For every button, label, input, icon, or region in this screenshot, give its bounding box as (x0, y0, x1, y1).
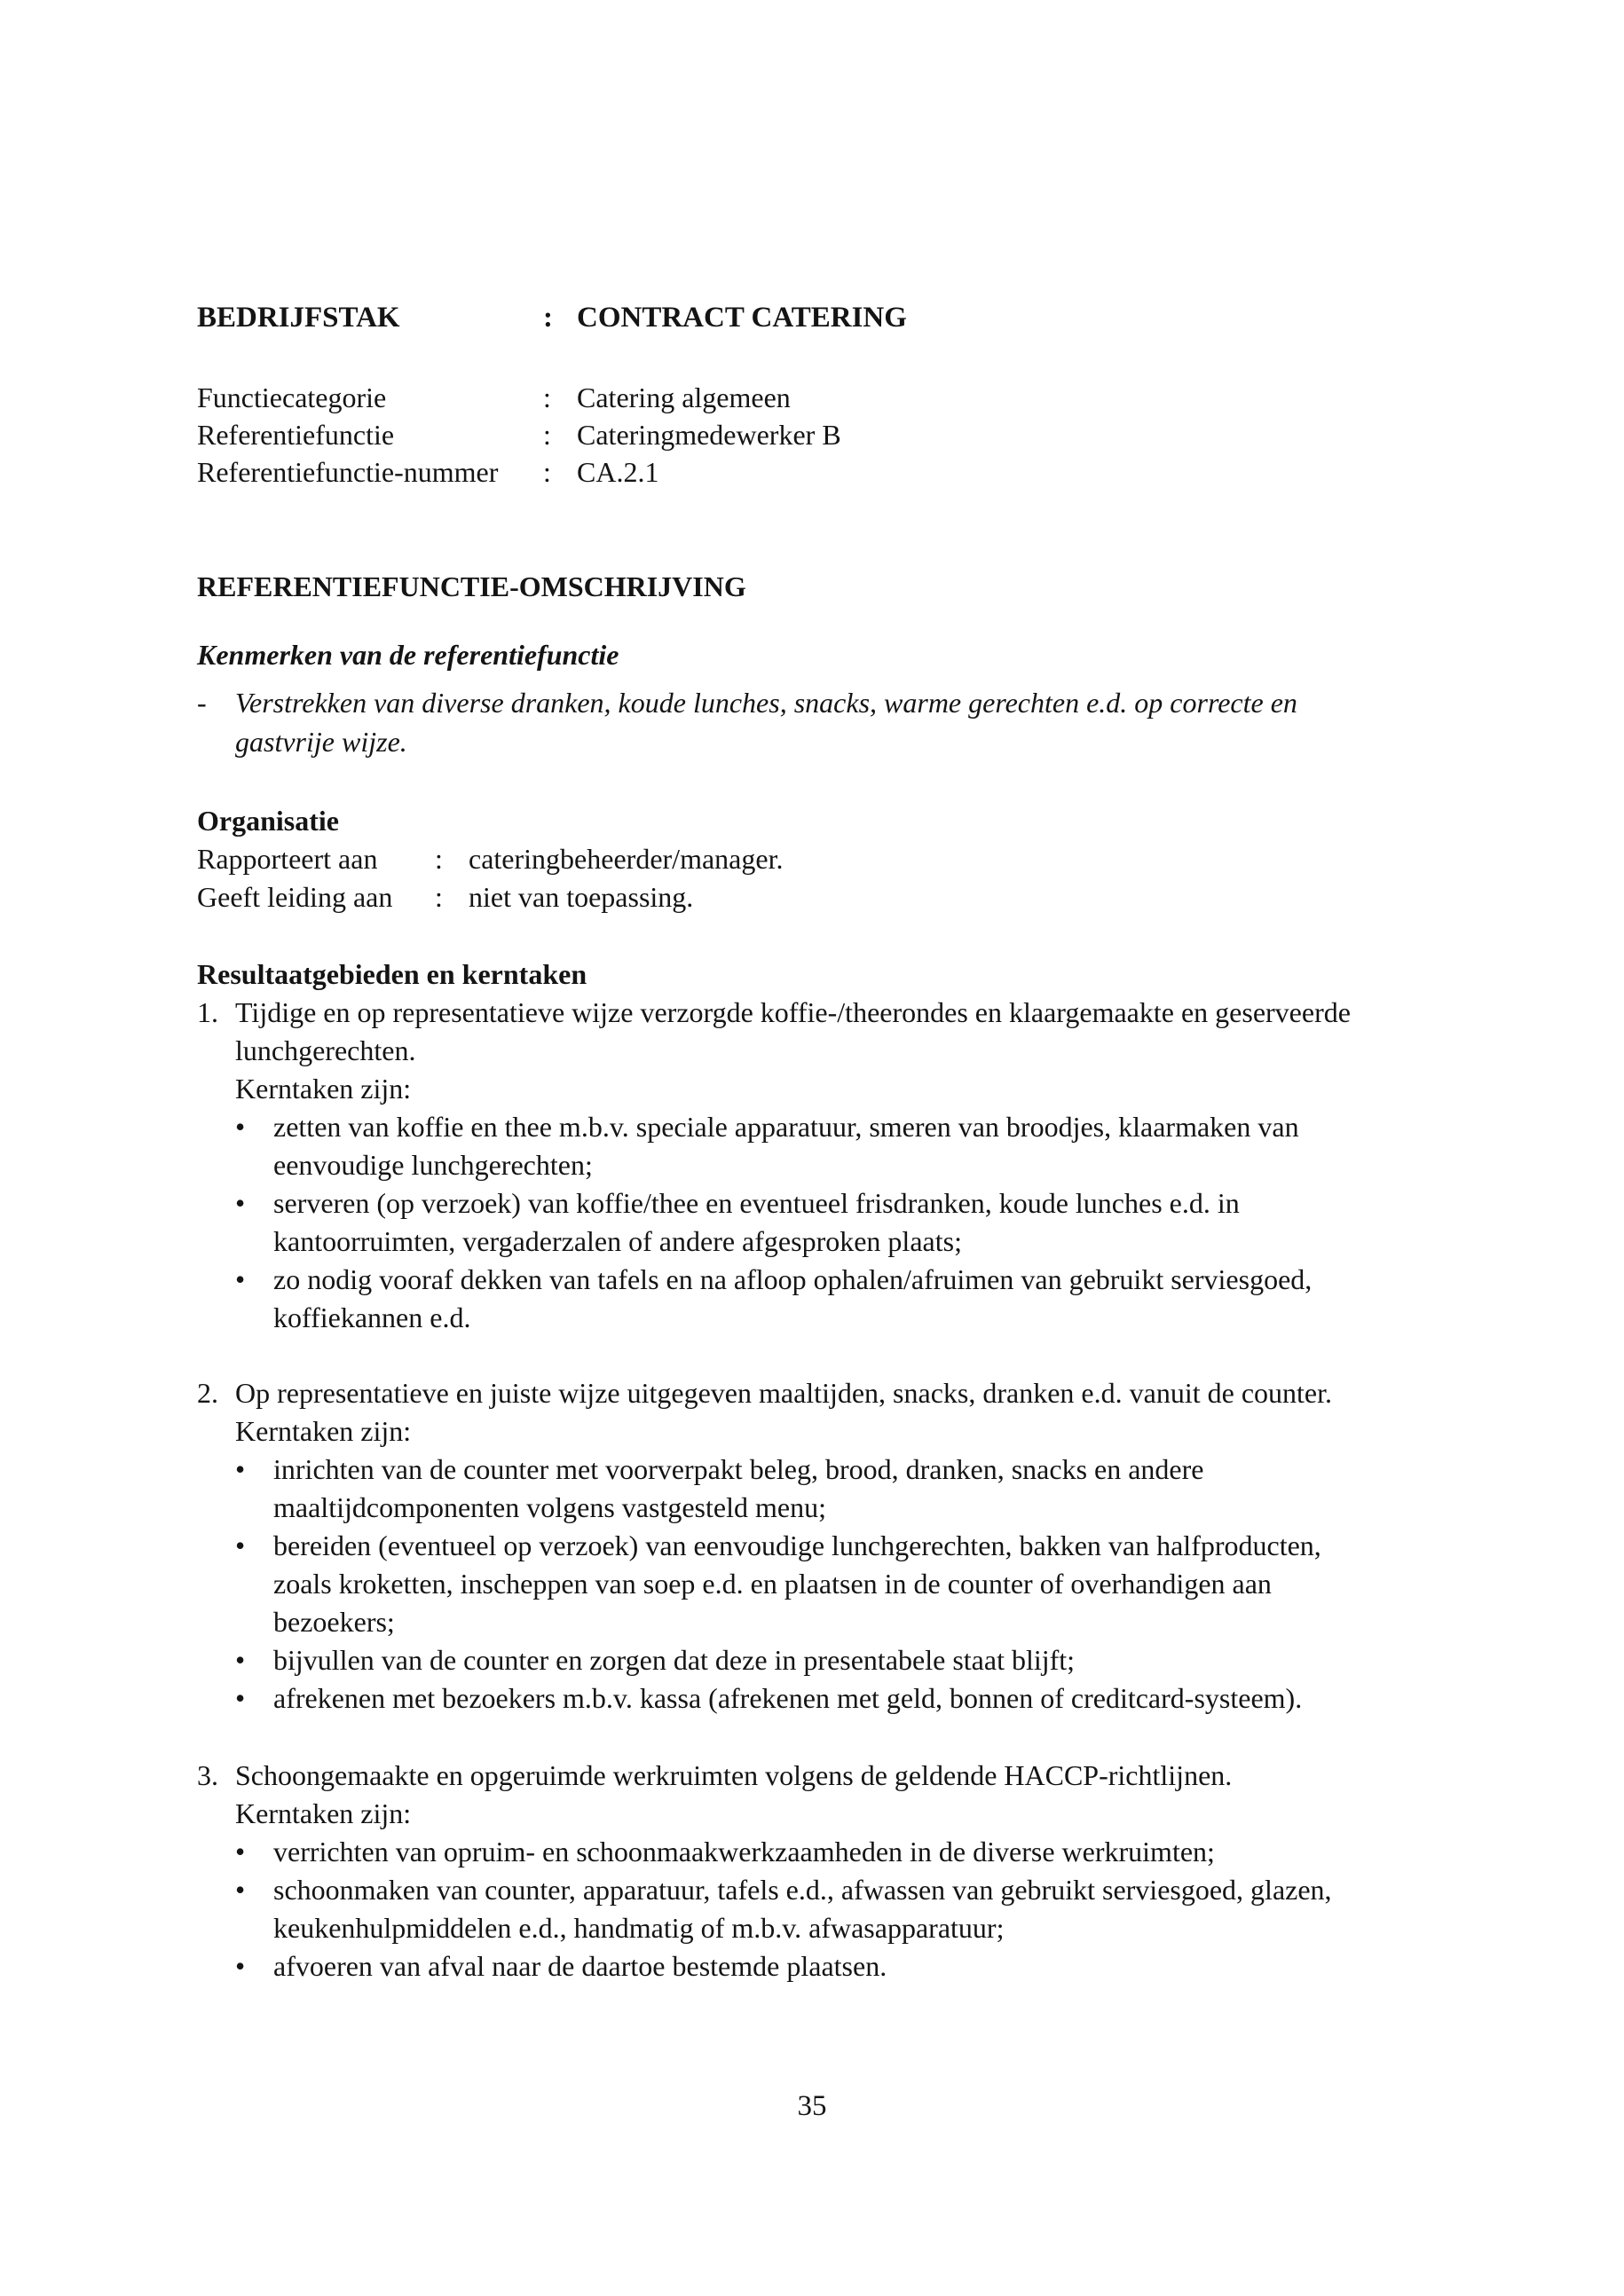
bullet-item (235, 1871, 1537, 1909)
org-colon: : (435, 881, 443, 913)
bullet-text: afrekenen met bezoekers m.b.v. kassa (afrekenen met geld, bonnen of creditcard-systeem). (273, 1682, 1303, 1714)
bullet-text: afvoeren van afval naar de daartoe bestemde plaatsen. (273, 1950, 887, 1982)
result-item-3 (197, 1757, 1537, 1985)
org-value: niet van toepassing. (469, 881, 694, 913)
meta-value: Catering algemeen (577, 381, 791, 413)
bullet-item (235, 1527, 1537, 1565)
kerntaken-label: Kerntaken zijn: (235, 1415, 412, 1447)
bullet-marker: • (235, 1453, 246, 1485)
bullet-line: keukenhulpmiddelen e.d., handmatig of m.b.v. afwasapparatuur; (273, 1912, 1005, 1944)
item-number: 2. (197, 1377, 218, 1409)
organisatie-heading: Organisatie (197, 805, 339, 837)
kenmerken-heading: Kenmerken van de referentiefunctie (197, 639, 619, 671)
bullet-text: bereiden (eventueel op verzoek) van eenvoudige lunchgerechten, bakken van halfproducten, (273, 1529, 1321, 1561)
bullet-item (235, 1108, 1537, 1146)
organisatie-row-leiding (197, 878, 1537, 916)
item-first-line (197, 1757, 1537, 1795)
document-content (197, 298, 1537, 1985)
bullet-text: verrichten van opruim- en schoonmaakwerkzaamheden in de diverse werkruimten; (273, 1836, 1215, 1867)
meta-row-referentiefunctie-nummer (197, 453, 1537, 491)
meta-block (197, 379, 1537, 491)
bullet-item (235, 1184, 1537, 1223)
meta-colon: : (543, 381, 551, 413)
bullet-text: serveren (op verzoek) van koffie/thee en eventueel frisdranken, koude lunches e.d. in (273, 1187, 1240, 1219)
bedrijfstak-label: BEDRIJFSTAK (197, 302, 400, 334)
bullet-line: maaltijdcomponenten volgens vastgesteld menu; (273, 1491, 826, 1523)
item-first-line (197, 994, 1537, 1032)
meta-row-functiecategorie (197, 379, 1537, 416)
org-value: cateringbeheerder/manager. (469, 843, 784, 875)
kenmerken-line (197, 683, 1537, 722)
item-text: Op representatieve en juiste wijze uitgegeven maaltijden, snacks, dranken e.d. vanuit de counter. (235, 1377, 1332, 1409)
item-number: 3. (197, 1759, 218, 1791)
meta-value: CA.2.1 (577, 456, 659, 488)
bullet-marker: • (235, 1950, 246, 1982)
org-colon: : (435, 843, 443, 875)
bullet-item (235, 1947, 1537, 1985)
meta-value: Cateringmedewerker B (577, 419, 841, 451)
kerntaken-label: Kerntaken zijn: (235, 1073, 412, 1105)
bullet-marker: • (235, 1529, 246, 1561)
bullet-marker: • (235, 1836, 246, 1867)
bullet-marker: • (235, 1644, 246, 1676)
meta-colon: : (543, 419, 551, 451)
bullet-text: inrichten van de counter met voorverpakt beleg, brood, dranken, snacks en andere (273, 1453, 1204, 1485)
resultaat-heading: Resultaatgebieden en kerntaken (197, 958, 587, 990)
kenmerken-body (197, 683, 1537, 761)
item-first-line (197, 1374, 1537, 1412)
meta-colon: : (543, 456, 551, 488)
bullet-line: kantoorruimten, vergaderzalen of andere afgesproken plaats; (273, 1225, 962, 1257)
bullet-line: eenvoudige lunchgerechten; (273, 1149, 593, 1181)
page-number: 35 (797, 2090, 827, 2122)
item-text: Schoongemaakte en opgeruimde werkruimten volgens de geldende HACCP-richtlijnen. (235, 1759, 1233, 1791)
kenmerken-line: gastvrije wijze. (235, 726, 407, 758)
organisatie-row-rapporteert (197, 840, 1537, 878)
result-item-2 (197, 1374, 1537, 1718)
item-text: Tijdige en op representatieve wijze verzorgde koffie-/theerondes en klaargemaakte en geserveerde (235, 996, 1351, 1028)
dash-marker: - (197, 687, 207, 719)
meta-row-referentiefunctie (197, 416, 1537, 453)
meta-label: Referentiefunctie (197, 419, 395, 451)
meta-label: Functiecategorie (197, 381, 387, 413)
section-title: REFERENTIEFUNCTIE-OMSCHRIJVING (197, 570, 746, 602)
bullet-text: zetten van koffie en thee m.b.v. speciale apparatuur, smeren van broodjes, klaarmaken van (273, 1111, 1299, 1143)
organisatie-block (197, 802, 1537, 916)
bullet-line: zoals kroketten, inscheppen van soep e.d. en plaatsen in de counter of overhandigen aan (273, 1568, 1272, 1600)
kerntaken-label: Kerntaken zijn: (235, 1797, 412, 1829)
bullet-item (235, 1451, 1537, 1489)
bullet-item (235, 1641, 1537, 1679)
bullet-marker: • (235, 1874, 246, 1906)
meta-label: Referentiefunctie-nummer (197, 456, 499, 488)
bullet-line: koffiekannen e.d. (273, 1301, 471, 1333)
kenmerken-text: Verstrekken van diverse dranken, koude lunches, snacks, warme gerechten e.d. op correcte en (235, 687, 1297, 719)
bullet-marker: • (235, 1111, 246, 1143)
bullet-line: bezoekers; (273, 1606, 395, 1638)
bedrijfstak-row (197, 298, 1537, 337)
bullet-marker: • (235, 1682, 246, 1714)
org-label: Geeft leiding aan (197, 881, 393, 913)
result-item-1 (197, 994, 1537, 1337)
bedrijfstak-colon: : (543, 302, 553, 334)
bullet-marker: • (235, 1187, 246, 1219)
bullet-text: schoonmaken van counter, apparatuur, tafels e.d., afwassen van gebruikt serviesgoed, glazen, (273, 1874, 1332, 1906)
bullet-item (235, 1833, 1537, 1871)
bullet-item (235, 1679, 1537, 1718)
item-line: lunchgerechten. (235, 1034, 416, 1066)
item-number: 1. (197, 996, 218, 1028)
bullet-text: bijvullen van de counter en zorgen dat deze in presentabele staat blijft; (273, 1644, 1076, 1676)
bullet-item (235, 1261, 1537, 1299)
org-label: Rapporteert aan (197, 843, 378, 875)
bedrijfstak-value: CONTRACT CATERING (577, 302, 907, 334)
bullet-marker: • (235, 1263, 246, 1295)
bullet-text: zo nodig vooraf dekken van tafels en na afloop ophalen/afruimen van gebruikt serviesgoed, (273, 1263, 1313, 1295)
